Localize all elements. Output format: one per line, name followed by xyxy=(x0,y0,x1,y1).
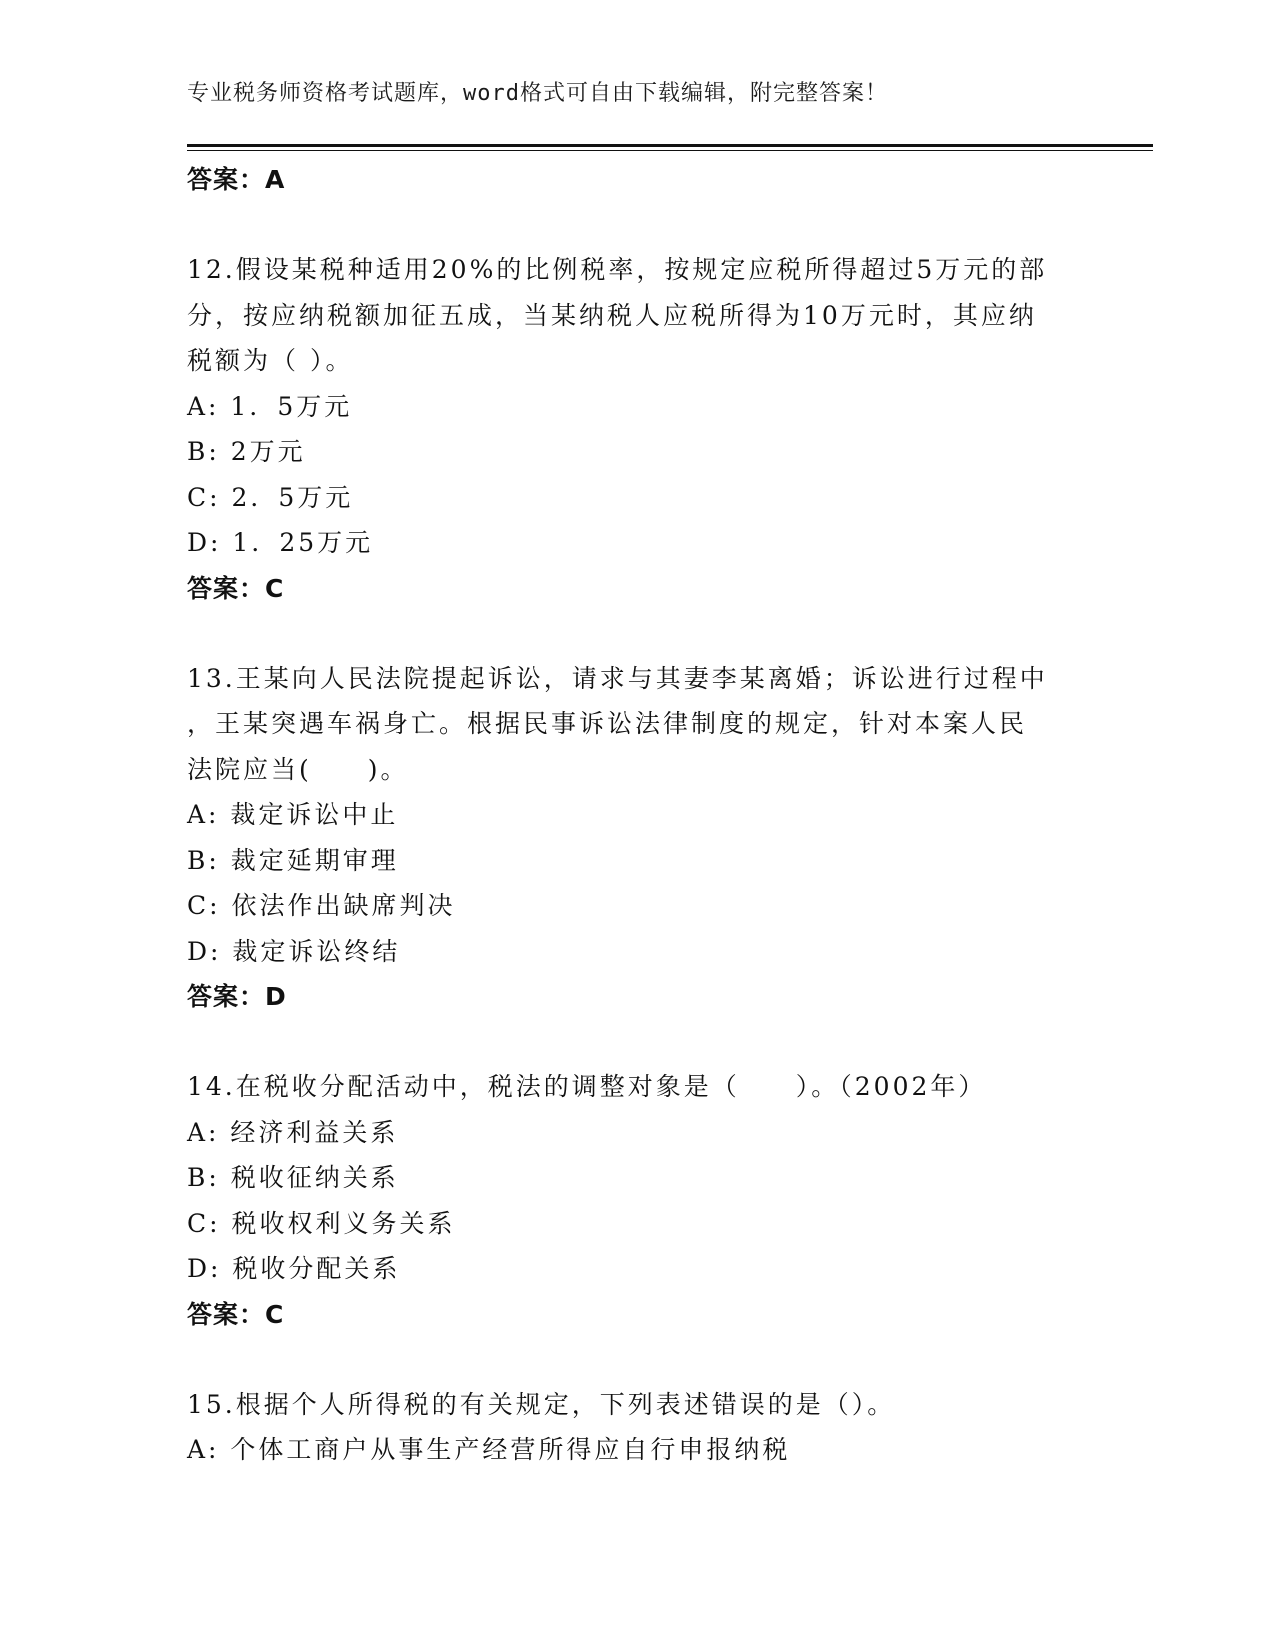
question-12 xyxy=(187,247,1087,612)
option-a: A: 个体工商户从事生产经营所得应自行申报纳税 xyxy=(187,1435,791,1464)
answer: 答案：C xyxy=(187,1299,285,1329)
option-c: C: 税收权利义务关系 xyxy=(187,1208,456,1238)
option-c: C: 2．5万元 xyxy=(187,482,354,512)
question-stem xyxy=(187,247,1087,384)
answer: 答案：D xyxy=(187,982,287,1011)
stem-line: 12.假设某税种适用20%的比例税率，按规定应税所得超过5万元的部 xyxy=(187,255,1048,284)
option-b: B: 2万元 xyxy=(187,437,306,466)
option-d: D: 1．25万元 xyxy=(187,528,374,557)
header-rule-thin xyxy=(187,150,1153,151)
option-d: D: 税收分配关系 xyxy=(187,1254,401,1283)
page-header: 专业税务师资格考试题库，word格式可自由下载编辑，附完整答案！ xyxy=(187,81,888,106)
stem-line: 分，按应纳税额加征五成，当某纳税人应税所得为10万元时，其应纳 xyxy=(187,300,1037,330)
stem-line: ，王某突遇车祸身亡。根据民事诉讼法律制度的规定，针对本案人民 xyxy=(187,709,1028,738)
option-c: C: 依法作出缺席判决 xyxy=(187,891,456,920)
stem-line: 14.在税收分配活动中，税法的调整对象是（ ）。（2002年） xyxy=(187,1072,987,1101)
stem-line: 税额为（ ）。 xyxy=(187,346,354,375)
question-stem xyxy=(187,656,1087,793)
question-stem xyxy=(187,1064,1087,1110)
question-13 xyxy=(187,656,1087,1021)
header-rule-thick xyxy=(187,144,1153,147)
option-a: A: 裁定诉讼中止 xyxy=(187,800,399,829)
answer-previous: 答案：A xyxy=(187,165,286,194)
option-b: B: 裁定延期审理 xyxy=(187,845,399,875)
option-d: D: 裁定诉讼终结 xyxy=(187,936,401,966)
stem-line: 13.王某向人民法院提起诉讼，请求与其妻李某离婚；诉讼进行过程中 xyxy=(187,663,1048,693)
question-stem xyxy=(187,1382,1087,1428)
stem-line: 法院应当( )。 xyxy=(187,754,409,784)
question-content xyxy=(187,157,1087,1473)
question-15 xyxy=(187,1382,1087,1473)
stem-line: 15.根据个人所得税的有关规定，下列表述错误的是（）。 xyxy=(187,1389,896,1419)
option-a: A: 经济利益关系 xyxy=(187,1117,399,1147)
option-b: B: 税收征纳关系 xyxy=(187,1163,399,1192)
option-a: A: 1．5万元 xyxy=(187,391,353,421)
question-14 xyxy=(187,1064,1087,1338)
answer: 答案：C xyxy=(187,573,285,603)
